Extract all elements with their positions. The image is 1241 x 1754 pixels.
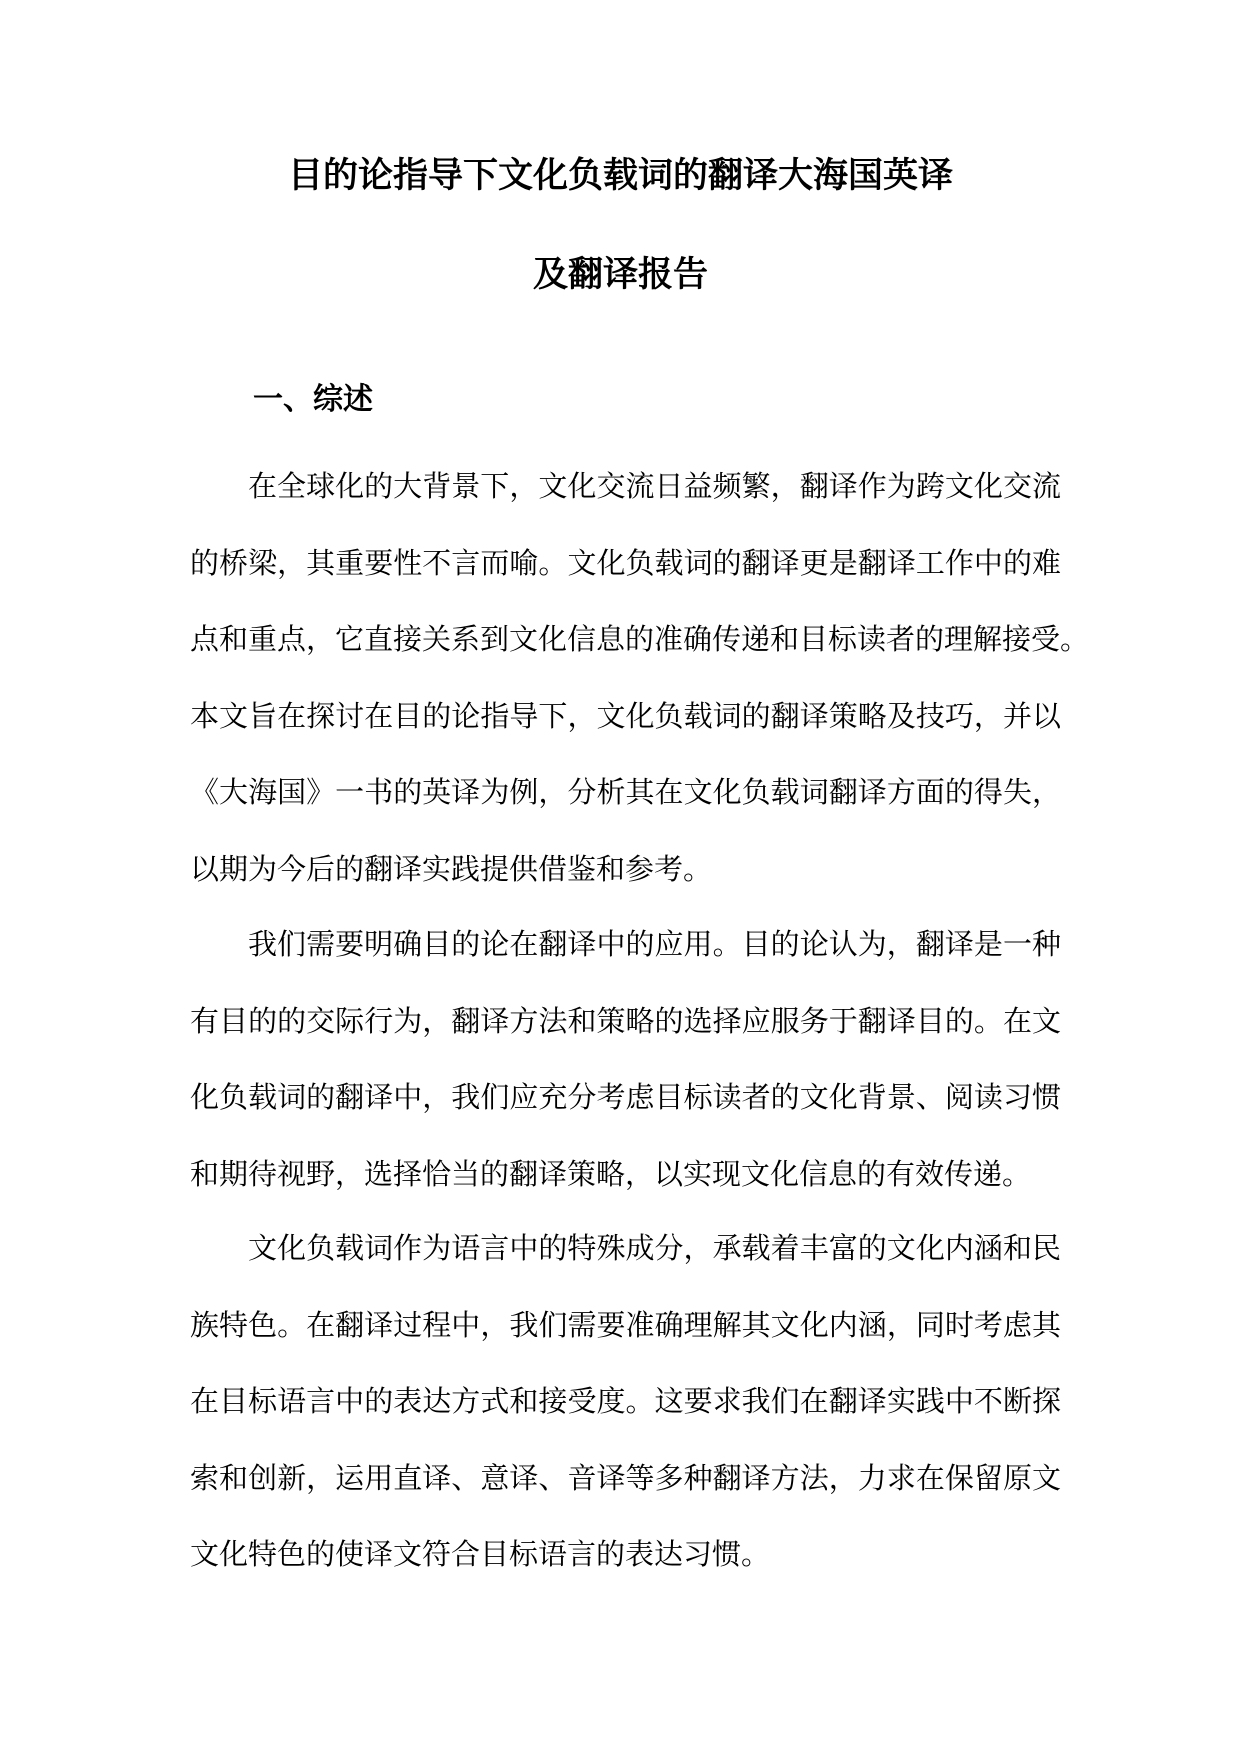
paragraph-line: 文化特色的使译文符合目标语言的表达习惯。: [190, 1537, 771, 1571]
paragraph-line: 《大海国》一书的英译为例，分析其在文化负载词翻译方面的得失，: [190, 775, 1061, 809]
paragraph-line: 点和重点，它直接关系到文化信息的准确传递和目标读者的理解接受。: [190, 622, 1090, 656]
paragraph-line: 以期为今后的翻译实践提供借鉴和参考。: [190, 851, 713, 886]
paragraph-line: 的桥梁，其重要性不言而喻。文化负载词的翻译更是翻译工作中的难: [190, 545, 1061, 580]
document-title-line-1: 目的论指导下文化负载词的翻译大海国英译: [287, 156, 953, 196]
paragraph-1: [190, 466, 1090, 925]
paragraph-3: [190, 1228, 1061, 1611]
paragraph-line: 本文旨在探讨在目的论指导下，文化负载词的翻译策略及技巧，并以: [190, 698, 1061, 733]
paragraph-line: 文化负载词作为语言中的特殊成分，承载着丰富的文化内涵和民: [248, 1231, 1061, 1265]
paragraph-line: 在目标语言中的表达方式和接受度。这要求我们在翻译实践中不断探: [190, 1384, 1061, 1418]
paragraph-line: 和期待视野，选择恰当的翻译策略，以实现文化信息的有效传递。: [190, 1156, 1032, 1191]
paragraph-line: 在全球化的大背景下，文化交流日益频繁，翻译作为跨文化交流: [248, 469, 1061, 503]
paragraph-2: [190, 924, 1061, 1230]
paragraph-line: 我们需要明确目的论在翻译中的应用。目的论认为，翻译是一种: [248, 927, 1061, 961]
paragraph-line: 索和创新，运用直译、意译、音译等多种翻译方法，力求在保留原文: [190, 1460, 1061, 1495]
paragraph-line: 化负载词的翻译中，我们应充分考虑目标读者的文化背景、阅读习惯: [190, 1080, 1061, 1114]
paragraph-line: 有目的的交际行为，翻译方法和策略的选择应服务于翻译目的。在文: [190, 1003, 1061, 1038]
section-heading: 一、综述: [253, 382, 373, 417]
paragraph-line: 族特色。在翻译过程中，我们需要准确理解其文化内涵，同时考虑其: [190, 1307, 1061, 1342]
document-title-line-2: 及翻译报告: [532, 255, 708, 295]
